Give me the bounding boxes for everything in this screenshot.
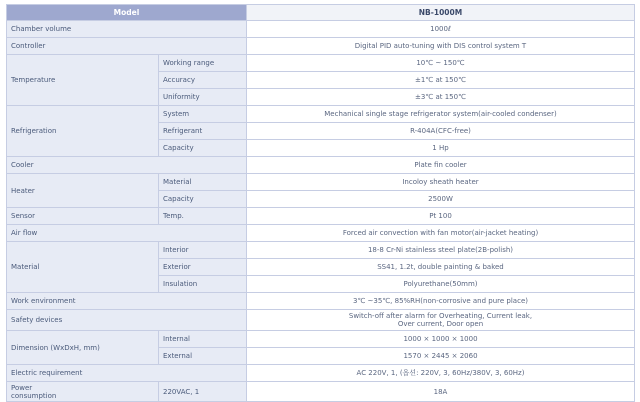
sensor-value: Pt 100	[247, 208, 635, 225]
heater-capacity-label: Capacity	[159, 191, 247, 208]
row-temp-working	[7, 55, 635, 72]
refrigerant-label: Refrigerant	[159, 123, 247, 140]
electric-value: AC 220V, 1, (옵션: 220V, 3, 60Hz/380V, 3, 60Hz)	[247, 365, 635, 382]
accuracy-label: Accuracy	[159, 72, 247, 89]
controller-value: Digital PID auto-tuning with DIS control system T	[247, 38, 635, 55]
accuracy-value: ±1℃ at 150℃	[247, 72, 635, 89]
spec-table	[6, 4, 635, 402]
row-airflow	[7, 225, 635, 242]
airflow-label: Air flow	[7, 225, 247, 242]
work-env-value: 3℃ ~35℃, 85%RH(non-corrosive and pure place)	[247, 293, 635, 310]
working-range-label: Working range	[159, 55, 247, 72]
power-label-line2: consumption	[11, 391, 57, 400]
header-row	[7, 5, 635, 21]
internal-value: 1000 × 1000 × 1000	[247, 331, 635, 348]
exterior-label: Exterior	[159, 259, 247, 276]
power-sub-label: 220VAC, 1	[159, 382, 247, 402]
refrigerant-value: R-404A(CFC-free)	[247, 123, 635, 140]
safety-value	[247, 310, 635, 331]
insulation-value: Polyurethane(50mm)	[247, 276, 635, 293]
material-label: Material	[7, 242, 159, 293]
row-dim-internal	[7, 331, 635, 348]
power-label-line1: Power	[11, 383, 33, 392]
refrig-capacity-value: 1 Hp	[247, 140, 635, 157]
insulation-label: Insulation	[159, 276, 247, 293]
row-safety	[7, 310, 635, 331]
interior-value: 18-8 Cr-Ni stainless steel plate(2B-polish)	[247, 242, 635, 259]
row-chamber	[7, 21, 635, 38]
safety-value-line1: Switch-off after alarm for Overheating, Current leak,	[348, 312, 533, 320]
system-value: Mechanical single stage refrigerator system(air-cooled condenser)	[247, 106, 635, 123]
work-env-label: Work environment	[7, 293, 247, 310]
row-power	[7, 382, 635, 402]
internal-label: Internal	[159, 331, 247, 348]
sensor-label: Sensor	[7, 208, 159, 225]
dimension-label: Dimension (WxDxH, mm)	[7, 331, 159, 365]
power-label	[7, 382, 159, 402]
electric-label: Electric requirement	[7, 365, 247, 382]
row-refrig-system	[7, 106, 635, 123]
refrigeration-label: Refrigeration	[7, 106, 159, 157]
chamber-label: Chamber volume	[7, 21, 247, 38]
cooler-label: Cooler	[7, 157, 247, 174]
airflow-value: Forced air convection with fan motor(air-jacket heating)	[247, 225, 635, 242]
exterior-value: SS41, 1.2t, double painting & baked	[247, 259, 635, 276]
working-range-value: 10℃ ~ 150℃	[247, 55, 635, 72]
power-value: 18A	[247, 382, 635, 402]
safety-label: Safety devices	[7, 310, 247, 331]
external-value: 1570 × 2445 × 2060	[247, 348, 635, 365]
cooler-value: Plate fin cooler	[247, 157, 635, 174]
controller-label: Controller	[7, 38, 247, 55]
heater-material-value: Incoloy sheath heater	[247, 174, 635, 191]
refrig-capacity-label: Capacity	[159, 140, 247, 157]
uniformity-label: Uniformity	[159, 89, 247, 106]
row-material-interior	[7, 242, 635, 259]
model-header: Model	[7, 5, 247, 21]
uniformity-value: ±3℃ at 150℃	[247, 89, 635, 106]
row-electric	[7, 365, 635, 382]
interior-label: Interior	[159, 242, 247, 259]
model-value: NB-1000M	[247, 5, 635, 21]
row-controller	[7, 38, 635, 55]
heater-capacity-value: 2500W	[247, 191, 635, 208]
row-sensor	[7, 208, 635, 225]
heater-material-label: Material	[159, 174, 247, 191]
row-heater-material	[7, 174, 635, 191]
heater-label: Heater	[7, 174, 159, 208]
row-work-env	[7, 293, 635, 310]
system-label: System	[159, 106, 247, 123]
safety-value-line2: Over current, Door open	[397, 320, 484, 328]
temperature-label: Temperature	[7, 55, 159, 106]
spec-table-container	[6, 4, 634, 402]
external-label: External	[159, 348, 247, 365]
row-cooler	[7, 157, 635, 174]
sensor-sub-label: Temp.	[159, 208, 247, 225]
chamber-value: 1000ℓ	[247, 21, 635, 38]
